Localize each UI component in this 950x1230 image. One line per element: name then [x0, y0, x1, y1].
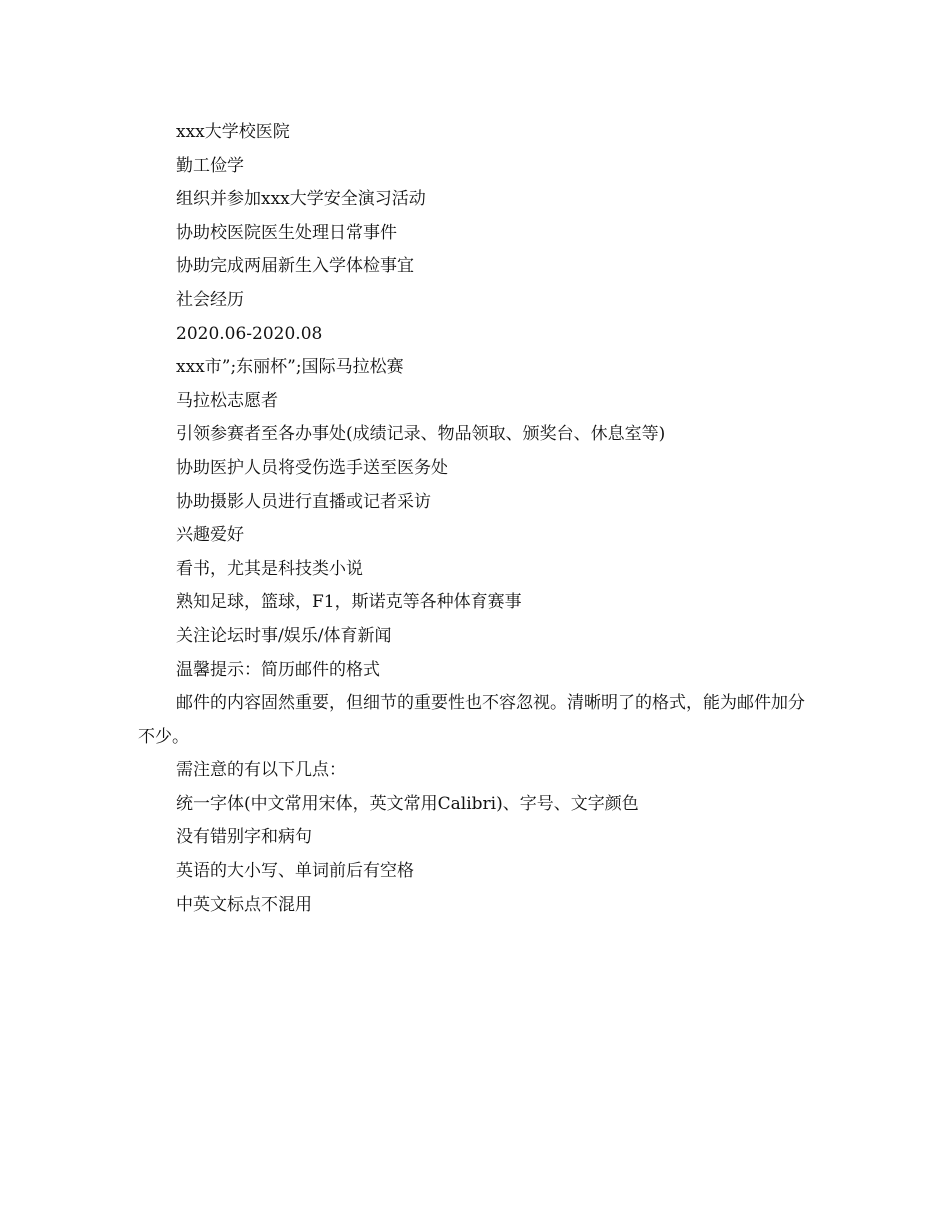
text-line-safety-drill: 组织并参加xxx大学安全演习活动	[176, 189, 426, 210]
text-line-assist-photography: 协助摄影人员进行直播或记者采访	[176, 491, 431, 512]
paragraph-email-format: 邮件的内容固然重要，但细节的重要性也不容忽视。清晰明了的格式，能为邮件加分不少。	[138, 693, 805, 747]
text-line-no-typos: 没有错别字和病句	[176, 827, 312, 848]
text-line-english-case: 英语的大小写、单词前后有空格	[176, 861, 414, 882]
text-line-guide-participants: 引领参赛者至各办事处(成绩记录、物品领取、颁奖台、休息室等)	[176, 424, 666, 445]
text-line-notes-intro: 需注意的有以下几点：	[176, 760, 346, 781]
text-line-work-study: 勤工俭学	[176, 155, 244, 176]
text-line-hospital: xxx大学校医院	[176, 122, 290, 142]
text-line-date-range: 2020.06-2020.08	[176, 323, 323, 344]
document-body	[138, 116, 818, 922]
text-line-unified-font: 统一字体(中文常用宋体，英文常用Calibri)、字号、文字颜色	[176, 793, 639, 814]
text-line-marathon-event: xxx市”;东丽杯”;国际马拉松赛	[176, 357, 404, 378]
section-heading-social-experience: 社会经历	[176, 289, 244, 310]
text-line-health-check: 协助完成两届新生入学体检事宜	[176, 256, 414, 277]
text-line-sports: 熟知足球，篮球，F1，斯诺克等各种体育赛事	[176, 592, 522, 613]
text-line-reading: 看书，尤其是科技类小说	[176, 558, 363, 579]
text-line-punctuation: 中英文标点不混用	[176, 894, 312, 915]
text-line-volunteer-role: 马拉松志愿者	[176, 390, 278, 411]
text-line-assist-doctor: 协助校医院医生处理日常事件	[176, 222, 397, 243]
text-line-assist-medical: 协助医护人员将受伤选手送至医务处	[176, 457, 448, 478]
section-heading-hobbies: 兴趣爱好	[176, 525, 244, 546]
section-heading-tips: 温馨提示：简历邮件的格式	[176, 659, 380, 680]
text-line-news: 关注论坛时事/娱乐/体育新闻	[176, 625, 392, 646]
